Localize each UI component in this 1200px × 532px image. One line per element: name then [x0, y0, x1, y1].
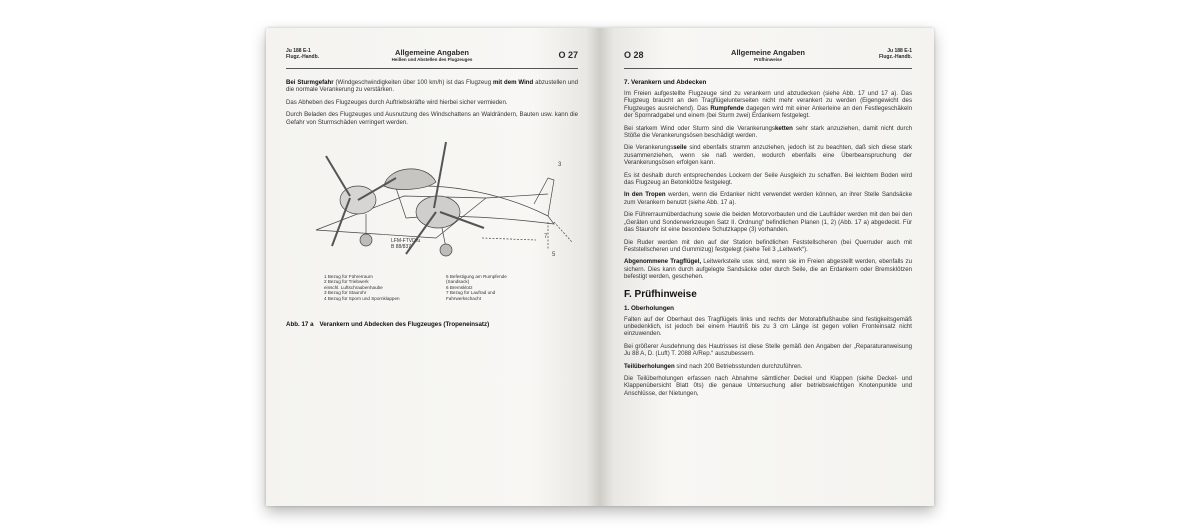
legend-item: 4 Bezug für Sporn und Spornklappen [324, 295, 400, 301]
legend-item: 1 Bezug für Führerraum [324, 274, 373, 280]
page-number: O 28 [624, 50, 644, 60]
figure-legend [324, 274, 578, 301]
section-heading-anchoring: 7. Verankern und Abdecken [624, 79, 707, 86]
paragraph-loading: Durch Beladen des Flugzeuges und Ausnutzung des Windschattens an Waldrändern, Bauten usw. kann die Gefahr von Sturmschäden verringert werden. [286, 111, 578, 126]
legend-item: Fahrwerkschacht [446, 295, 481, 301]
page-subtitle: Prüfhinweise [753, 57, 782, 62]
callout-7: 7 [544, 234, 548, 241]
paragraph: Im Freien aufgestellte Flugzeuge sind zu verankern und abzudecken (siehe Abb. 17 und 17 a). Das Flugzeug braucht an den Tragflügelunterseiten nicht mehr verankert zu werden (Eigengewicht des Flugzeuges ausreichend). Das Rumpfende dagegen wird mit einer Ankerleine an den Festlegeschäkeln der Spornradgabel und einem (bei Sturm zwei) Erdankern festgelegt. [624, 90, 912, 120]
aircraft-code: Ju 188 E-1 [286, 48, 311, 54]
legend-item: 5 Befestigung am Rumpfende [446, 274, 507, 280]
legend-item: 2 Bezug für Triebwerk [324, 279, 369, 285]
paragraph: Die Führerraumüberdachung sowie die beiden Motorvorbauten und die Laufräder werden mit den bei den „Geräten und Sonderwerkzeugen Satz II. Ordnung“ befindlichen Planen (1, 2) (Abb. 17 a) abgedeckt. Für das Staurohr ist eine besondere Schutzkappe (3) vorhanden. [624, 211, 912, 234]
right-page-header [624, 48, 912, 69]
aircraft-drawing [286, 138, 578, 258]
legend-item: einschl. Luftschraubenhaube [324, 284, 383, 290]
right-page [600, 28, 934, 506]
legend-item: 7 Bezug für Laufrad und [446, 290, 496, 296]
manual-code: Flugz.-Handb. [878, 54, 912, 60]
manual-code: Flugz.-Handb. [286, 54, 320, 60]
paragraph: Die Ruder werden mit den auf der Station befindlichen Feststellscheren (bei Querruder auch mit Feststellscheren und Gummizug) festgelegt (siehe Teil 3 „Leitwerk“). [624, 238, 912, 253]
paragraph: Teilüberholungen sind nach 200 Betriebsstunden durchzuführen. [624, 362, 803, 370]
aircraft-covering-figure [286, 138, 578, 258]
open-manual-book [266, 28, 934, 506]
paragraph: Bei starkem Wind oder Sturm sind die Verankerungsketten sehr stark anzuziehen, damit nicht durch Stöße die Verankerungsösen beschädigt werden. [624, 124, 913, 140]
paragraph: Abgenommene Tragflügel, Leitwerksteile usw. sind, wenn sie im Freien abgestellt werden, ebenfalls zu sichern. Dies kann durch aufgelegte Sandsäcke oder durch Seile, die an Erdankern oder Bremsklötzen befestigt werden, geschehen. [624, 258, 912, 281]
figure-stamp: LFM-FTVDru B 88/837 [391, 238, 421, 251]
legend-item: (Sandsack) [446, 279, 470, 285]
legend-item: 3 Bezug für Staurohr [324, 290, 367, 296]
legend-item: 6 Bremsklotz [446, 284, 473, 290]
legend-column-right [446, 274, 558, 301]
paragraph-lift: Das Abheben des Flugzeuges durch Auftriebskräfte wird hierbei sicher vermieden. [286, 98, 508, 106]
page-subtitle: Heißen und Abstellen des Flugzeuges [391, 57, 473, 62]
paragraph: Bei größerer Ausdehnung des Hautrisses ist diese Stelle gemäß den Angaben der „Reparaturanweisung Ju 88 A, D. (Luft) T. 2088 A/Rep.“ auszubessern. [624, 342, 912, 358]
legend-column-left [324, 274, 436, 301]
aircraft-code: Ju 188 E-1 [887, 48, 912, 54]
left-page [266, 28, 600, 506]
subsection-heading: 1. Oberholungen [624, 304, 675, 312]
paragraph: Falten auf der Oberhaut des Tragflügels links und rechts der Motorabflußhaube sind festigkeitsgemäß unbedenklich, ist jedoch bei einem Hautriß bis zu 3 cm Länge ist gegen vollen Fronteinsatz nicht einzuwenden. [624, 315, 912, 338]
section-heading-inspection: F. Prüfhinweise [624, 288, 697, 300]
paragraph-storm: Bei Sturmgefahr (Windgeschwindigkeiten über 100 km/h) ist das Flugzeug mit dem Wind abzustellen und die normale Verankerung zu verstärken. [286, 79, 579, 94]
page-title: Allgemeine Angaben [731, 48, 805, 57]
paragraph: Die Verankerungsseile sind ebenfalls stramm anzuziehen, jedoch ist zu beachten, daß sich diese stark zusammenziehen, wenn sie naß werden, wodurch ebenfalls eine Überbeanspruchung der Verankerungsösen erfolgen kann. [624, 144, 912, 167]
paragraph: In den Tropen werden, wenn die Erdanker nicht verwendet werden können, an ihrer Stelle Sandsäcke zum Verankern benutzt (siehe Abb. 17 a). [624, 191, 912, 206]
paragraph: Es ist deshalb durch entsprechendes Lockern der Seile Ausgleich zu schaffen. Bei leichtem Boden wird das Flugzeug an Betonklötze festgelegt. [624, 171, 912, 187]
left-page-header [286, 48, 578, 69]
callout-3: 3 [558, 162, 562, 169]
figure-caption: Abb. 17 a Verankern und Abdecken des Flugzeuges (Tropeneinsatz) [286, 321, 490, 329]
paragraph: Die Teilüberholungen erfassen nach Abnahme sämtlicher Deckel und Klappen (siehe Deckel- und Klappenübersicht Blatt 0ts) die genaue Untersuchung aller betriebswichtigen Knotenpunkte und Anschlüsse, der Nietungen, [624, 374, 912, 397]
page-title: Allgemeine Angaben [395, 48, 469, 57]
callout-5: 5 [552, 252, 556, 259]
page-number: O 27 [558, 50, 578, 60]
